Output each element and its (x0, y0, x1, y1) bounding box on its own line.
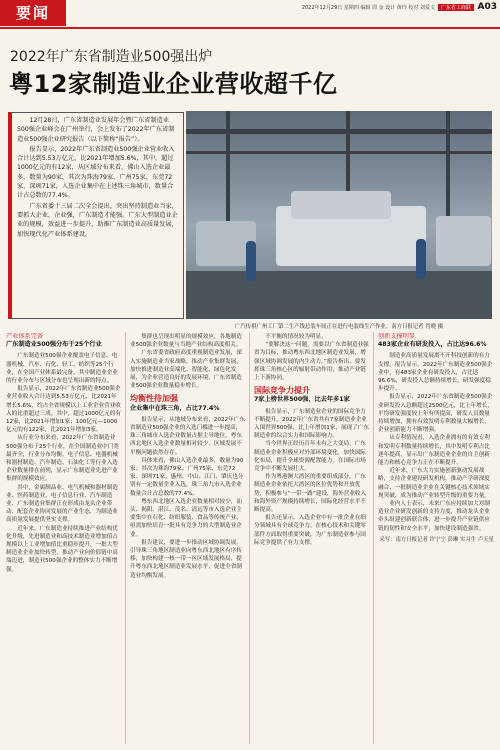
body-paragraph: 从专利情况看，入选企业拥有的有效专利和发明专利数量持续增长，其中发明专利占比逐年提高，显示出广东制造业企业的自主创新能力和核心竞争力正在不断提升。 (378, 435, 490, 467)
header-badge: 广东省工商联 (438, 4, 474, 11)
section-heading: 均衡性待加强 (130, 394, 178, 404)
header-info (302, 4, 474, 11)
section-heading: 国际竞争力提升 (254, 386, 310, 396)
body-paragraph: 具体来看，佛山入选企业最多，数量为90家；其次为珠海79家、广州75家、东莞72家、深圳71家，惠州、中山、江门、肇庆也分别有一定数量企业入选，珠三角九市入选企业数量合计占总数的77.4%。 (130, 457, 244, 497)
article-column-3 (254, 333, 370, 743)
column-divider (125, 332, 126, 744)
body-paragraph: “要解决这一问题，需要以广东省制造业强省为目标，推动粤东西北地区制造业发展，增强区域协调发展的内生动力。”报告指出，要发挥珠三角核心区的辐射带动作用，推动产业链上下游协同。 (254, 342, 369, 382)
photo-caption: 广汽传祺广州工厂第二生产线总装车间正在进行电装线生产作业。南方日报记者 肖晓 摄 (234, 324, 444, 330)
column-subhead: 483家企业有研发投入，占比达96.6% (378, 341, 487, 349)
body-paragraph: 近年来，广东制造业持续推进产业结构优化升级，先进制造业和高技术制造业增加值占规模以上工业增加值比重稳步提升，一批大型制造业企业加快转型，推动产业向价值链中高端迈进，制造业500强企业的整体实力不断增强。 (6, 525, 118, 573)
factory-photo (186, 111, 492, 319)
column-kicker: 创新支撑明显 (378, 333, 416, 340)
worker (246, 241, 256, 281)
body-paragraph: 制造业高质量发展离不开科技创新的有力支撑。报告显示，2022年广东制造业500强企业中，有483家企业有研发投入，占比达96.6%，研发投入总额持续增长，研发强度稳步提升。 (378, 353, 493, 393)
body-paragraph: 广东省委省政府高度重视制造业发展，深入实施制造业当家战略，推动产业集群发展，加快推进制造业高端化、智能化、绿色化发展，为企业营造良好的发展环境，广东省制造业500强企业数量稳步增长。 (130, 350, 242, 390)
section-tag: 要闻 (0, 0, 66, 26)
body-paragraph: 报告显示，2022年广东省制造业500强企业营业收入合计达到5.53万亿元，比2021年增长5.6%，约占全省规模以上工业企业营业收入的比重超过三成。其中，超过1000亿元的有12家，比2021年增加1家；100亿元—1000亿元的有122家，比2021年增加3家。 (6, 386, 121, 434)
assembly-floor (186, 271, 492, 319)
car-cabin (291, 191, 391, 219)
lead-paragraph: 12月28日，广东省制造业发展年会暨广东省制造业500强企业峰会在广州举行，会上发布了2022年广东省制造业500强企业研究报告（以下简称“报告”）。 (17, 117, 175, 143)
car-body (436, 216, 491, 266)
column-post (446, 111, 450, 231)
body-paragraph: 从行业分布来看，2022年广东省制造业500强分布于25个行业，在全国制造业中门类最齐全，行业分布均衡。电子信息、电器机械和器材制造、汽车制造、石油化工等行业入选企业数量排在前列，显示广东制造业先进产业集群的规模效应。 (6, 435, 119, 483)
body-paragraph: 报告显示，从地域分布来看，2022年广东省制造业500强企业的入选门槛进一步提高，珠三角城市入选企业数量占据主导地位，粤东西北地区入选企业数量相对较少，区域发展不平衡问题依然存在。 (130, 416, 245, 456)
column-kicker: 产业体系完备 (6, 333, 44, 340)
column-subhead: 企业集中在珠三角，占比77.4% (130, 404, 220, 412)
body-paragraph: 报告建议，要进一步推动区域协调发展，引导珠三角地区制造业向粤东西北地区有序转移，加快构建一核一带一区区域发展格局，提升粤东西北地区制造业发展水平，促进全省制造业均衡发展。 (130, 539, 242, 579)
body-paragraph: 当今世界正经历百年未有之大变局，广东制造业企业积极应对外部环境变化，加快国际化布局，提升全球资源配置能力，在国际市场竞争中不断发展壮大。 (254, 441, 366, 473)
headline-subtitle: 2022年广东省制造业500强出炉 (10, 49, 213, 65)
lead-paragraph: 广东省委十三届二次全会提出，突出坚持制造业当家，要抓大企业，企业强，广东制造才能强。广东大型制造业企业的规模，效益进一步提升，助推广东制造业高质量发展，加快现代化产业体系建设。 (17, 202, 178, 238)
article-column-2 (130, 333, 246, 743)
column-divider (249, 332, 250, 744)
body-paragraph: 业内人士表示，未来广东应持续加大对制造业企业研发创新的支持力度，推动龙头企业牵头组建创新联合体，进一步提升产业链供应链的韧性和安全水平，加快建设制造强省。 (378, 501, 490, 532)
article-column-4 (378, 333, 494, 743)
body-paragraph: 报告显示，2022年广东省制造业500强企业研发投入总额超过2500亿元，比上年增长，平均研发强度较上年有所提高，研发人员数量持续增加，拥有有效发明专利数量大幅增长，企业创新能力不断增强。 (378, 394, 493, 434)
body-paragraph: 其中，金属制品业、电气机械和器材制造业、医药制造业、电子信息行业、汽车制造业、广东制造业集群正在形成由龙头企业带动、配套企业协同发展的产业生态，为制造业高质量发展提供坚实支撑。 (6, 484, 118, 524)
body-paragraph: 作为粤港澳大湾区的重要组成部分，广东制造业企业依托大湾区的区位优势和开放优势，积极参与“一带一路”建设，海外营业收入和海外资产规模持续增长，国际化经营水平不断提高。 (254, 474, 367, 514)
date-editor-line: 2022年12月29日 星期四 编辑 周 金 设计 黄玲 校对 刘爱文 (301, 5, 435, 11)
body-paragraph: 粤东西北地区入选企业数量相对较少，汕头、揭阳、湛江、茂名、清远等市入选企业主要集中在石化、纺织服装、食品等传统产业，亟需加快培育一批具有竞争力的大型制造业企业。 (130, 498, 242, 538)
byline: 采写：南方日报记者 许宁宁 彭琳 实习生 卢天星 (379, 536, 494, 543)
page-header (0, 0, 500, 26)
body-paragraph: 广东制造业500强企业覆盖电子信息、电器机械、汽车、石化、轻工、纺织等25个行业，在全国产业体系最完备，其中制造业企业的行业分布与区域分布也呈现出新的特点。 (6, 353, 118, 385)
page-number: A03 (477, 2, 497, 12)
column-subhead: 广东制造业500强分布于25个行业 (6, 341, 102, 349)
column-subhead: 7家上榜世界500强，比去年多1家 (254, 396, 350, 404)
header-rule (0, 27, 500, 29)
body-paragraph: 集群也呈现出明显的规模效应，各地制造业500强企业数量与当地产业结构高度相关。 (130, 334, 242, 349)
worker (416, 239, 426, 279)
column-post (226, 111, 230, 231)
lead-paragraph: 报告显示，2022年广东省制造业500强企业营业收入合计达到5.53万亿元，比2021年增加5.6%，其中，超过1000亿元的有12家，从区域分布来看，佛山入选企业最多，数量为90家，其次为珠海79家、广州75家、东莞72家、深圳71家，入选企业集中在上述珠三角城市，数量合计占总数的77.4%。 (17, 145, 175, 200)
body-paragraph: 近年来，广东大力实施创新驱动发展战略，支持企业建设研发机构，推动产学研深度融合，一批制造业企业在关键核心技术领域实现突破，成为推动产业转型升级的重要力量。 (378, 468, 490, 499)
body-paragraph: 报告显示，广东制造业企业的国际竞争力不断提升。2022年广东省共有7家制造业企业入围世界500强，比上年增加1家，展现了广东制造业的综合实力和国际影响力。 (254, 408, 369, 440)
column-divider (373, 332, 374, 744)
body-paragraph: 不平衡的情况较为明显。 (265, 334, 327, 340)
article-column-1 (6, 333, 122, 743)
lead-summary-box (8, 112, 184, 319)
main-headline: 粤12家制造业企业营收超千亿 (9, 70, 338, 98)
body-paragraph: 报告还显示，入选企业中有一批企业在细分领域具有全球竞争力，在核心技术和关键零部件方面取得重要突破，为广东制造业参与国际竞争提供了有力支撑。 (254, 515, 366, 546)
